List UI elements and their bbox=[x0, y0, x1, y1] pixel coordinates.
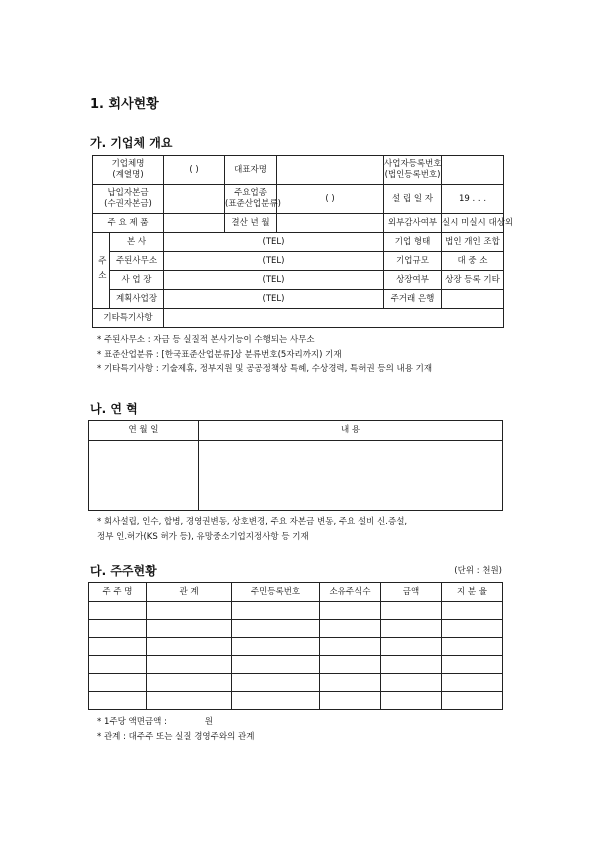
section-title: 1. 회사현황 bbox=[90, 97, 159, 112]
table-row bbox=[89, 620, 503, 638]
biz-reg-label: 사업자등록번호 (법인등록번호) bbox=[384, 156, 442, 185]
address-row-label: 본 사 bbox=[110, 233, 164, 252]
address-row-tel: (TEL) bbox=[164, 271, 384, 290]
overview-table bbox=[92, 155, 514, 328]
misc-value bbox=[164, 309, 504, 328]
history-table bbox=[88, 420, 503, 511]
address-right-options: 상장 등록 기타 bbox=[442, 271, 504, 290]
overview-notes bbox=[97, 333, 432, 377]
address-row-tel: (TEL) bbox=[164, 252, 384, 271]
biz-reg-value bbox=[442, 156, 504, 185]
company-name-label: 기업체명 (계열명) bbox=[93, 156, 164, 185]
ceo-label: 대표자명 bbox=[225, 156, 277, 185]
capital-value bbox=[164, 185, 225, 214]
business-label: 주요업종 (표준산업분류) bbox=[225, 185, 277, 214]
fiscal-month-label: 결산 년 월 bbox=[225, 214, 277, 233]
shareholders-table bbox=[88, 582, 503, 710]
address-right-options: 대 중 소 bbox=[442, 252, 504, 271]
capital-label: 납입자본금 (수권자본금) bbox=[93, 185, 164, 214]
overview-title: 가. 기업체 개요 bbox=[90, 136, 173, 150]
address-right-label: 기업 형태 bbox=[384, 233, 442, 252]
shareholders-title: 다. 주주현황 bbox=[90, 564, 157, 578]
header-amount: 금액 bbox=[381, 583, 442, 602]
note-line: * 기타특기사항 : 기술제휴, 정부지원 및 공공정책상 특혜, 수상경력, 특허권 등의 내용 기재 bbox=[97, 364, 433, 374]
note-line: * 주된사무소 : 자금 등 실질적 본사기능이 수행되는 사무소 bbox=[97, 335, 315, 345]
table-row bbox=[89, 674, 503, 692]
unit-label: (단위 : 천원) bbox=[454, 566, 502, 576]
audit-options: 실시 미실시 대상외 bbox=[442, 214, 504, 233]
history-notes bbox=[97, 515, 407, 544]
note-line: * 회사설립, 인수, 합병, 경영권변동, 상호변경, 주요 자본금 변동, 주요 설비 신.증설, bbox=[97, 517, 408, 527]
address-row-label: 계획사업장 bbox=[110, 290, 164, 309]
address-right-label: 주거래 은행 bbox=[384, 290, 442, 309]
founded-label: 설 립 일 자 bbox=[384, 185, 442, 214]
note-line: * 표준산업분류 : [한국표준산업분류]상 분류번호(5자리까지) 기재 bbox=[97, 349, 342, 360]
main-products-label: 주 요 제 품 bbox=[93, 214, 164, 233]
table-row bbox=[89, 692, 503, 710]
misc-label: 기타특기사항 bbox=[93, 309, 164, 328]
table-row bbox=[89, 602, 503, 620]
address-right-options: 법인 개인 조합 bbox=[442, 233, 504, 252]
address-right-label: 기업규모 bbox=[384, 252, 442, 271]
header-share-ratio: 지 분 율 bbox=[442, 583, 503, 602]
address-right-options bbox=[442, 290, 504, 309]
founded-value: 19 . . . bbox=[442, 185, 504, 214]
history-title: 나. 연 혁 bbox=[90, 402, 138, 416]
address-right-label: 상장여부 bbox=[384, 271, 442, 290]
main-products-value bbox=[164, 214, 225, 233]
note-line: 정부 인.허가(KS 허가 등), 유망중소기업지정사항 등 기재 bbox=[97, 531, 309, 542]
fiscal-month-value bbox=[277, 214, 384, 233]
address-label: 주소 bbox=[93, 233, 110, 309]
address-row-label: 주된사무소 bbox=[110, 252, 164, 271]
history-content-header: 내 용 bbox=[199, 421, 503, 441]
address-row-label: 사 업 장 bbox=[110, 271, 164, 290]
table-row bbox=[89, 656, 503, 674]
table-row bbox=[89, 638, 503, 656]
business-paren: ( ) bbox=[277, 185, 384, 214]
ceo-value bbox=[277, 156, 384, 185]
header-shareholder-name: 주 주 명 bbox=[89, 583, 147, 602]
company-name-paren: ( ) bbox=[164, 156, 225, 185]
address-row-tel: (TEL) bbox=[164, 233, 384, 252]
audit-label: 외부감사여부 bbox=[384, 214, 442, 233]
history-date-header: 연 월 일 bbox=[89, 421, 199, 441]
header-resident-number: 주민등록번호 bbox=[232, 583, 320, 602]
address-row-tel: (TEL) bbox=[164, 290, 384, 309]
note-line: * 1주당 액면금액 : 원 bbox=[97, 717, 213, 727]
header-shares: 소유주식수 bbox=[320, 583, 381, 602]
header-relation: 관 계 bbox=[147, 583, 232, 602]
note-line: * 관계 : 대주주 또는 실질 경영주와의 관계 bbox=[97, 731, 255, 742]
shareholders-notes bbox=[97, 715, 254, 744]
history-date-cell bbox=[89, 441, 199, 511]
history-content-cell bbox=[199, 441, 503, 511]
